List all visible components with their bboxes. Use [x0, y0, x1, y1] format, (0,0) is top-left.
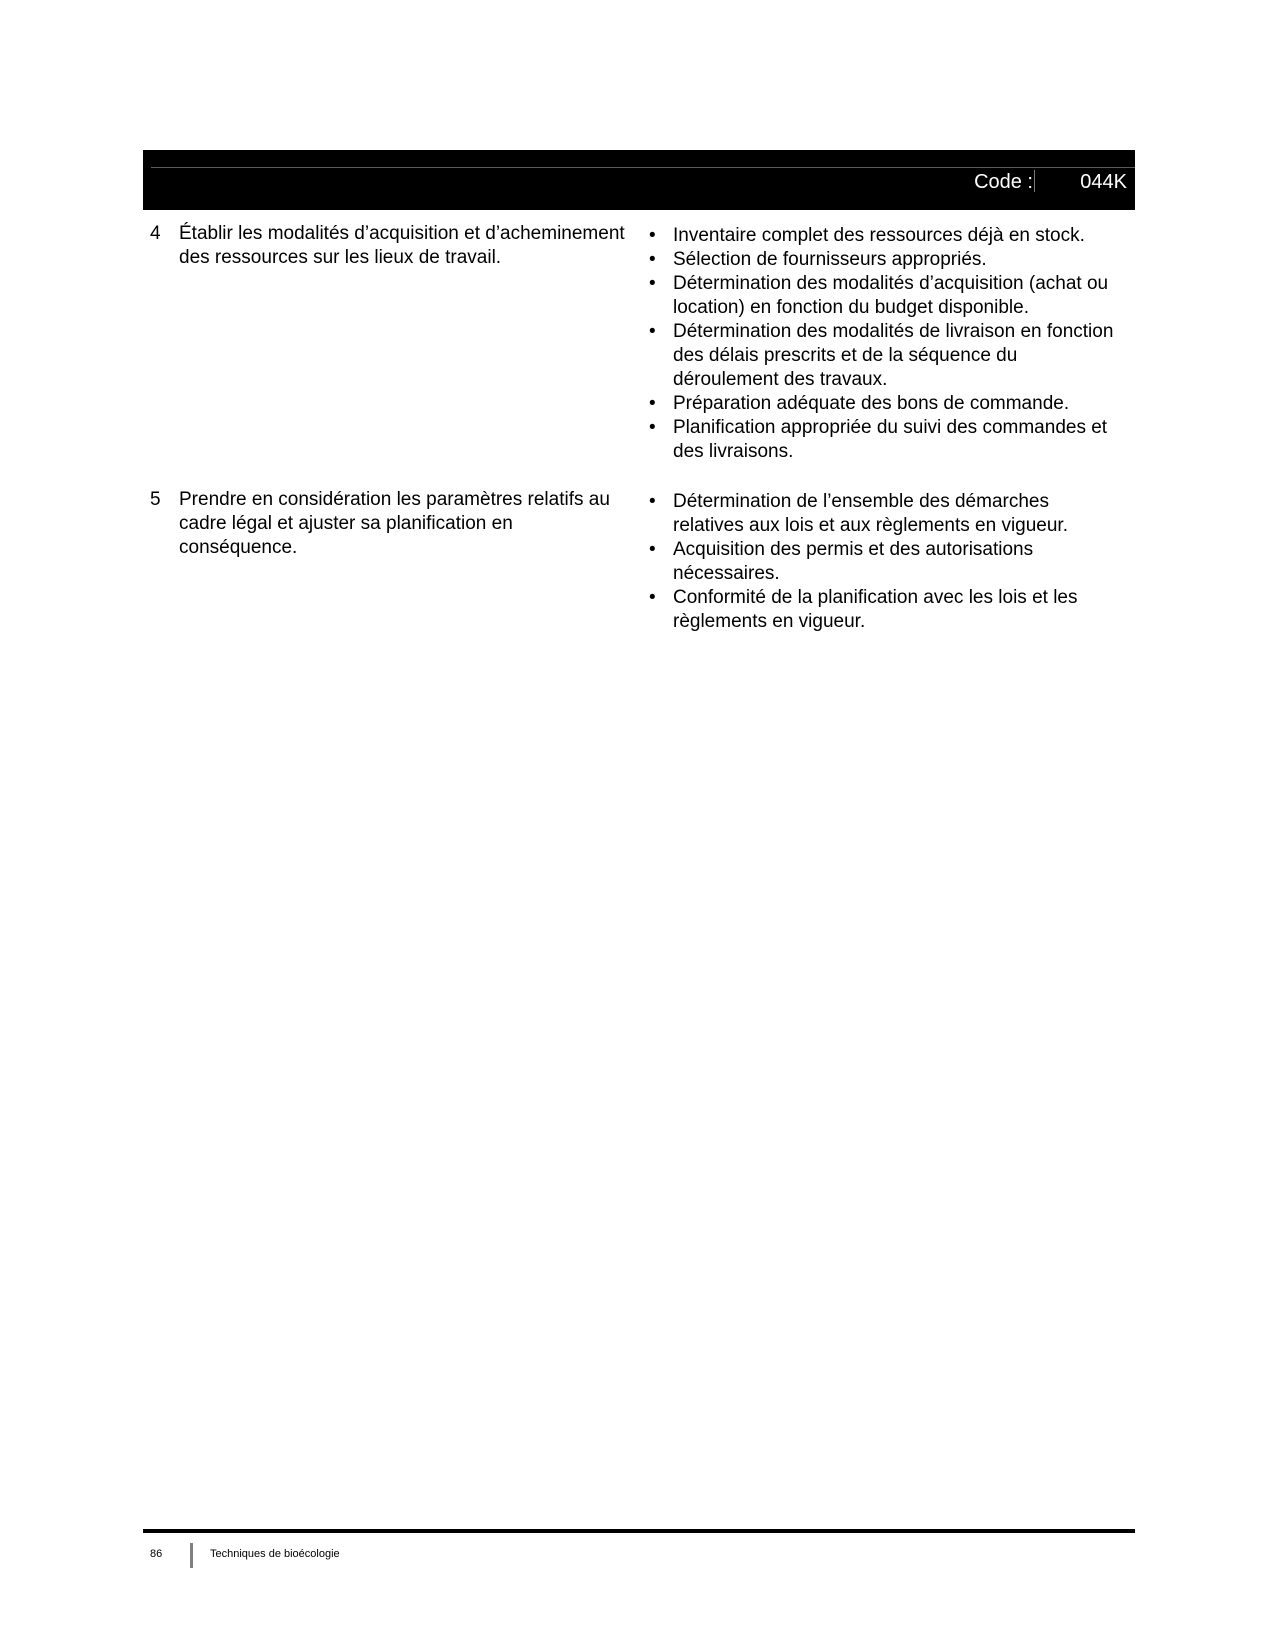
- footer-title: Techniques de bioécologie: [210, 1548, 340, 1560]
- element-text: Prendre en considération les paramètres relatifs au cadre légal et ajuster sa planification en conséquence.: [179, 489, 610, 558]
- footer-rule: [143, 1529, 1135, 1533]
- page-number: 86: [150, 1548, 163, 1560]
- code-separator: [1034, 170, 1035, 192]
- criteria-item: • Inventaire complet des ressources déjà en stock.: [673, 224, 1118, 248]
- header-bar: [143, 150, 1135, 210]
- criteria-list: [643, 490, 1118, 634]
- criteria-item: • Planification appropriée du suivi des commandes et des livraisons.: [673, 416, 1118, 464]
- header-rule: [151, 167, 1135, 168]
- criteria-item: • Détermination des modalités de livraison en fonction des délais prescrits et de la séquence du déroulement des travaux.: [673, 320, 1118, 392]
- row-number: 5: [150, 489, 161, 510]
- criteria-item: • Acquisition des permis et des autorisations nécessaires.: [673, 538, 1118, 586]
- criteria-item: • Détermination des modalités d’acquisition (achat ou location) en fonction du budget disponible.: [673, 272, 1118, 320]
- code-value: 044K: [1080, 171, 1127, 193]
- row-number: 4: [150, 223, 161, 244]
- table-row: [143, 488, 1135, 634]
- criteria-item: • Sélection de fournisseurs appropriés.: [673, 248, 1118, 272]
- competency-table: [143, 222, 1135, 658]
- footer-separator: [190, 1543, 193, 1568]
- criteria-item: • Détermination de l’ensemble des démarches relatives aux lois et aux règlements en vigueur.: [673, 490, 1118, 538]
- element-text: Établir les modalités d’acquisition et d’acheminement des ressources sur les lieux de travail.: [179, 223, 625, 268]
- table-row: [143, 222, 1135, 464]
- criteria-list: [643, 224, 1118, 464]
- criteria-item: • Préparation adéquate des bons de commande.: [673, 392, 1118, 416]
- code-label: Code :: [974, 171, 1033, 193]
- criteria-item: • Conformité de la planification avec les lois et les règlements en vigueur.: [673, 586, 1118, 634]
